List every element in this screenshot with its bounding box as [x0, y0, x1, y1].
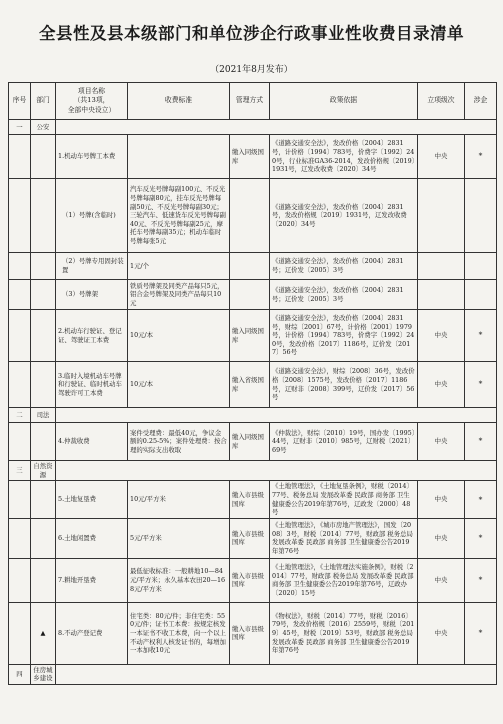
table-row [9, 280, 497, 310]
section-seq: 一 [9, 120, 31, 135]
header-mgmt: 管理方式 [230, 83, 270, 120]
section-row [9, 664, 497, 684]
fee-standard: 10元/本 [128, 362, 230, 408]
enterprise-mark: * [465, 310, 497, 362]
enterprise-mark: * [465, 558, 497, 602]
enterprise-mark: * [465, 362, 497, 408]
item-name: （1）号牌(含临时) [56, 179, 128, 253]
fee-standard [128, 135, 230, 179]
fee-standard: 案件受理费：最低40元，争议金额的0.25-5%；案件处理费：按合理的实际支出收取 [128, 423, 230, 461]
policy-basis: 《道路交通安全法》，发改价格〔2004〕2831号，财综〔2001〕67号，计价格〔2001〕1979号，计价格〔1994〕783号，价费字〔1992〕240号，发改价格〔2017〕1186号，辽价发〔2017〕56号 [270, 310, 418, 362]
fee-standard: 住宅类：80元/件；非住宅类：550元/件；证书工本费：按规定核发一本证书不收工本费，向一个以上不动产权利人核发证书的，每增加一本加收10元 [128, 602, 230, 664]
mgmt-method: 缴入同级国库 [230, 310, 270, 362]
section-dept: 住房城乡建设 [31, 664, 56, 684]
mgmt-method: 缴入同级国库 [230, 135, 270, 179]
fee-catalog-table [8, 82, 497, 685]
header-seq: 序号 [9, 83, 31, 120]
enterprise-mark: * [465, 423, 497, 461]
table-row [9, 558, 497, 602]
table-row [9, 423, 497, 461]
table-row [9, 602, 497, 664]
approval-level: 中央 [418, 602, 465, 664]
table-row [9, 310, 497, 362]
item-name: 4.仲裁收费 [56, 423, 128, 461]
mgmt-method [230, 253, 270, 280]
approval-level: 中央 [418, 310, 465, 362]
enterprise-mark: * [465, 481, 497, 519]
section-dept: 自然资源 [31, 461, 56, 481]
header-level: 立项级次 [418, 83, 465, 120]
header-dept: 部门 [31, 83, 56, 120]
mgmt-method: 缴入市县级国库 [230, 558, 270, 602]
section-seq: 二 [9, 408, 31, 423]
mgmt-method: 缴入同级国库 [230, 423, 270, 461]
mgmt-method: 缴入市县级国库 [230, 481, 270, 519]
mgmt-method: 缴入省级国库 [230, 362, 270, 408]
fee-standard: 5元/平方米 [128, 518, 230, 558]
table-row [9, 179, 497, 253]
mgmt-method: 缴入市县级国库 [230, 518, 270, 558]
item-name: 8.不动产登记费 [56, 602, 128, 664]
header-basis: 政策依据 [270, 83, 418, 120]
item-name: 6.土地闲置费 [56, 518, 128, 558]
policy-basis: 《道路交通安全法》，财综〔2008〕36号，发改价格〔2008〕1575号，发改价格〔2017〕1186号，辽财非〔2008〕399号，辽价发〔2017〕56号 [270, 362, 418, 408]
header-standard: 收费标准 [128, 83, 230, 120]
section-seq: 三 [9, 461, 31, 481]
policy-basis: 《道路交通安全法》，发改价格〔2004〕2831号，发改价格规〔2019〕1931号，辽发改收费〔2020〕34号 [270, 179, 418, 253]
publish-date: （2021年8月发布） [210, 65, 293, 75]
policy-basis: 《物权法》，财税〔2014〕77号，财税〔2016〕79号，发改价格规〔2016〕2559号，财税〔2019〕45号，财税〔2019〕53号，财政部 税务总局 发展改革委 民政部 商务部 卫生健康委公告2019年第76号 [270, 602, 418, 664]
enterprise-mark: * [465, 602, 497, 664]
approval-level: 中央 [418, 518, 465, 558]
policy-basis: 《道路交通安全法》，发改价格〔2004〕2831号；辽价发〔2005〕3号 [270, 280, 418, 310]
fee-standard: 铁质号牌架及同类产品每只5元，铝合金号牌架及同类产品每只10元 [128, 280, 230, 310]
section-dept: 司法 [31, 408, 56, 423]
table-row [9, 135, 497, 179]
item-name: 7.耕地开垦费 [56, 558, 128, 602]
table-row [9, 481, 497, 519]
policy-basis: 《土地管理法》，《城市房地产管理法》，国发〔2008〕3号，财税〔2014〕77号，财政部 税务总局 发展改革委 民政部 商务部 卫生健康委公告2019年第76号 [270, 518, 418, 558]
triangle-mark: ▲ [31, 602, 56, 664]
mgmt-method: 缴入市县级国库 [230, 602, 270, 664]
header-item: 项目名称 （共13项， 全部中央设立） [56, 83, 128, 120]
fee-standard: 10元/平方米 [128, 481, 230, 519]
enterprise-mark: * [465, 518, 497, 558]
table-row [9, 253, 497, 280]
item-name: 2.机动车行驶证、登记证、驾驶证工本费 [56, 310, 128, 362]
policy-basis: 《道路交通安全法》，发改价格〔2004〕2831号；辽价发〔2005〕3号 [270, 253, 418, 280]
approval-level: 中央 [418, 423, 465, 461]
item-name: 1.机动车号牌工本费 [56, 135, 128, 179]
table-row [9, 362, 497, 408]
section-row [9, 408, 497, 423]
section-row [9, 120, 497, 135]
header-enterprise: 涉企 [465, 83, 497, 120]
item-name: 5.土地复垦费 [56, 481, 128, 519]
fee-standard: 汽车反光号牌每副100元、不反光号牌每副80元，挂车反光号牌每副50元、不反光号牌每副30元；三轮汽车、低速货车反光号牌每副40元、不反光号牌每副25元，摩托车号牌每副35元；机动车临时号牌每张5元 [128, 179, 230, 253]
item-name: 3.临时入境机动车号牌和行驶证、临时机动车驾驶许可工本费 [56, 362, 128, 408]
policy-basis: 《土地管理法》，《土地复垦条例》，财税〔2014〕77号、税务总局 发展改革委 民政部 商务部 卫生健康委公告2019年第76号，辽政发〔2000〕48号 [270, 481, 418, 519]
fee-standard: 1元/个 [128, 253, 230, 280]
fee-standard: 10元/本 [128, 310, 230, 362]
policy-basis: 《道路交通安全法》，发改价格〔2004〕2831号，计价格〔1994〕783号，价费字〔1992〕240号，行业标准GA36-2014，发改价格规〔2019〕1931号，辽发改收费〔2020〕34号 [270, 135, 418, 179]
item-name: （3）号牌架 [56, 280, 128, 310]
table-row [9, 518, 497, 558]
approval-level: 中央 [418, 135, 465, 179]
approval-level: 中央 [418, 362, 465, 408]
item-name: （2）号牌专用固封装置 [56, 253, 128, 280]
table-header-row [9, 83, 497, 120]
fee-standard: 最低征收标准：一般耕地10—84元/平方米；永久基本农田20—168元/平方米 [128, 558, 230, 602]
approval-level: 中央 [418, 558, 465, 602]
enterprise-mark: * [465, 135, 497, 179]
section-seq: 四 [9, 664, 31, 684]
section-row [9, 461, 497, 481]
policy-basis: 《土地管理法》，《土地管理法实施条例》，财税〔2014〕77号，财政部 税务总局 发展改革委 民政部 商务部 卫生健康委公告2019年第76号，辽政办〔2020〕15号 [270, 558, 418, 602]
policy-basis: 《仲裁法》，财综〔2010〕19号，国办发〔1995〕44号，辽财非〔2010〕985号，辽财税〔2021〕69号 [270, 423, 418, 461]
mgmt-method [230, 280, 270, 310]
document-title: 全县性及县本级部门和单位涉企行政事业性收费目录清单 [39, 24, 464, 43]
approval-level: 中央 [418, 481, 465, 519]
mgmt-method [230, 179, 270, 253]
section-dept: 公安 [31, 120, 56, 135]
